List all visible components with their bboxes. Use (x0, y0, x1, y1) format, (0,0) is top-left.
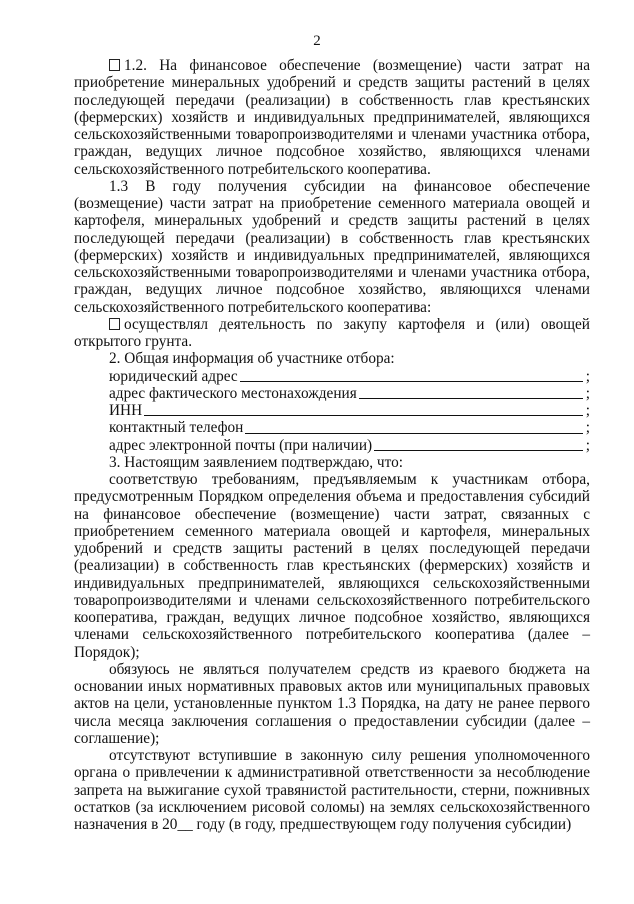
field-end-mark: ; (585, 402, 590, 419)
field-phone-label: контактный телефон (109, 419, 244, 437)
field-actual-address-label: адрес фактического местонахождения (109, 384, 357, 402)
section-2-heading: 2. Общая информация об участнике отбора: (109, 350, 395, 368)
field-inn-label: ИНН (109, 402, 143, 419)
field-email-line[interactable] (374, 450, 583, 451)
field-phone-line[interactable] (245, 433, 582, 434)
section-3-heading: 3. Настоящим заявлением подтверждаю, что: (109, 453, 403, 471)
field-end-mark: ; (585, 419, 590, 437)
field-email (74, 437, 590, 454)
paragraph-potato-trading (74, 316, 590, 351)
paragraph-no-violations: отсутствуют вступившие в законную силу решения уполномоченного органа о привлечении к административной ответственности за несоблюдение запрета на выжигание сухой травянистой растительности, стерни, пожнивных остатков (за исключением рисовой соломы) на землях сельскохозяйственного назначения в 20__ году (в году, предшествующем году получения субсидии) (74, 747, 590, 833)
paragraph-potato-trading-text: осуществлял деятельность по закупу картофеля и (или) овощей открытого грунта. (74, 315, 590, 350)
field-end-mark: ; (585, 436, 590, 454)
field-email-label: адрес электронной почты (при наличии) (109, 436, 373, 454)
paragraph-1-2 (74, 57, 590, 178)
field-inn (74, 402, 590, 419)
paragraph-1-2-text: 1.2. На финансовое обеспечение (возмещение) части затрат на приобретение минеральных удобрений и средств защиты растений в целях последующей передачи (реализации) в собственность глав крестьянских (фермерских) хозяйств и индивидуальных предпринимателей, являющихся сельскохозяйственными товаропроизводителями и членами участника отбора, граждан, ведущих личное подсобное хозяйство, являющихся членами сельскохозяйственного потребительского кооператива. (74, 57, 590, 178)
field-legal-address-label: юридический адрес (109, 367, 238, 385)
paragraph-compliance: соответствую требованиям, предъявляемым к участникам отбора, предусмотренным Порядком определения объема и предоставления субсидий на финансовое обеспечение (возмещение) части затрат, связанных с приобретением семенного материала овощей и картофеля, минеральных удобрений и средств защиты растений в целях последующей передачи (реализации) в собственность глав крестьянских (фермерских) хозяйств и индивидуальных предпринимателей, являющихся сельскохозяйственными товаропроизводителями и членами сельскохозяйственного потребительского кооператива, граждан, ведущих личное подсобное хозяйство, являющихся членами сельскохозяйственного потребительского кооператива (далее – Порядок); (74, 471, 590, 661)
field-legal-address-line[interactable] (240, 381, 583, 382)
checkbox-1-2[interactable] (109, 59, 120, 71)
field-legal-address (74, 368, 590, 385)
field-inn-line[interactable] (144, 415, 583, 416)
paragraph-obligation: обязуюсь не являться получателем средств из краевого бюджета на основании иных нормативных правовых актов или муниципальных правовых актов на цели, установленные пунктом 1.3 Порядка, на дату не ранее первого числа месяца заключения соглашения о предоставлении субсидии (далее – соглашение); (74, 660, 590, 747)
field-end-mark: ; (585, 384, 590, 402)
document-body (74, 57, 590, 833)
field-end-mark: ; (585, 367, 590, 385)
page-number: 2 (313, 33, 321, 49)
checkbox-potato-trading[interactable] (109, 318, 120, 330)
field-actual-address-line[interactable] (359, 398, 583, 399)
field-phone (74, 419, 590, 436)
paragraph-1-3: 1.3 В году получения субсидии на финансовое обеспечение (возмещение) части затрат на приобретение семенного материала овощей и картофеля, минеральных удобрений и средств защиты растений в целях последующей передачи (реализации) в собственность глав крестьянских (фермерских) хозяйств и индивидуальных предпринимателей, являющихся сельскохозяйственными товаропроизводителями и членами участника отбора, граждан, ведущих личное подсобное хозяйство, являющихся членами сельскохозяйственного потребительского кооператива: (74, 177, 590, 316)
field-actual-address (74, 385, 590, 402)
